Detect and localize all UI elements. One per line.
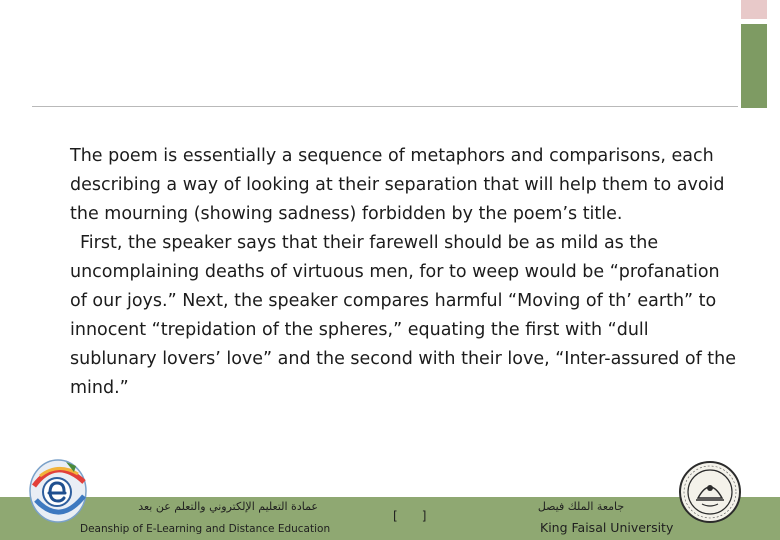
footer-band	[0, 497, 780, 540]
slide-body	[70, 142, 740, 403]
university-name-arabic: جامعة الملك فيصل	[537, 500, 625, 513]
accent-bar-pink	[741, 0, 767, 19]
accent-bar-green	[741, 24, 767, 108]
page-number-placeholder	[393, 509, 426, 523]
body-paragraph-2: First, the speaker says that their farewell should be as mild as the uncomplaining deaths of virtuous men, for to weep would be “profanation of our joys.” Next, the speaker compares harmful “Moving of th’ earth” to innocent “trepidation of the spheres,” equating the first with “dull sublunary lovers’ love” and the second with their love, “Inter-assured of the mind.”	[70, 233, 737, 398]
page-close-bracket: ]	[421, 509, 427, 523]
deanship-name-english: Deanship of E-Learning and Distance Education	[80, 523, 331, 535]
university-name-english: King Faisal University	[540, 520, 674, 535]
e-learning-logo-icon	[26, 456, 90, 526]
body-paragraph-1: The poem is essentially a sequence of metaphors and comparisons, each describing a way of looking at their separation that will help them to avoid the mourning (showing sadness) forbidden by the poem’s title.	[70, 146, 725, 224]
page-open-bracket: [	[393, 509, 398, 523]
university-seal-icon	[678, 458, 742, 526]
header-divider	[32, 106, 738, 107]
deanship-name-arabic: عمادة التعليم الإلكتروني والتعلم عن بعد	[138, 500, 318, 513]
